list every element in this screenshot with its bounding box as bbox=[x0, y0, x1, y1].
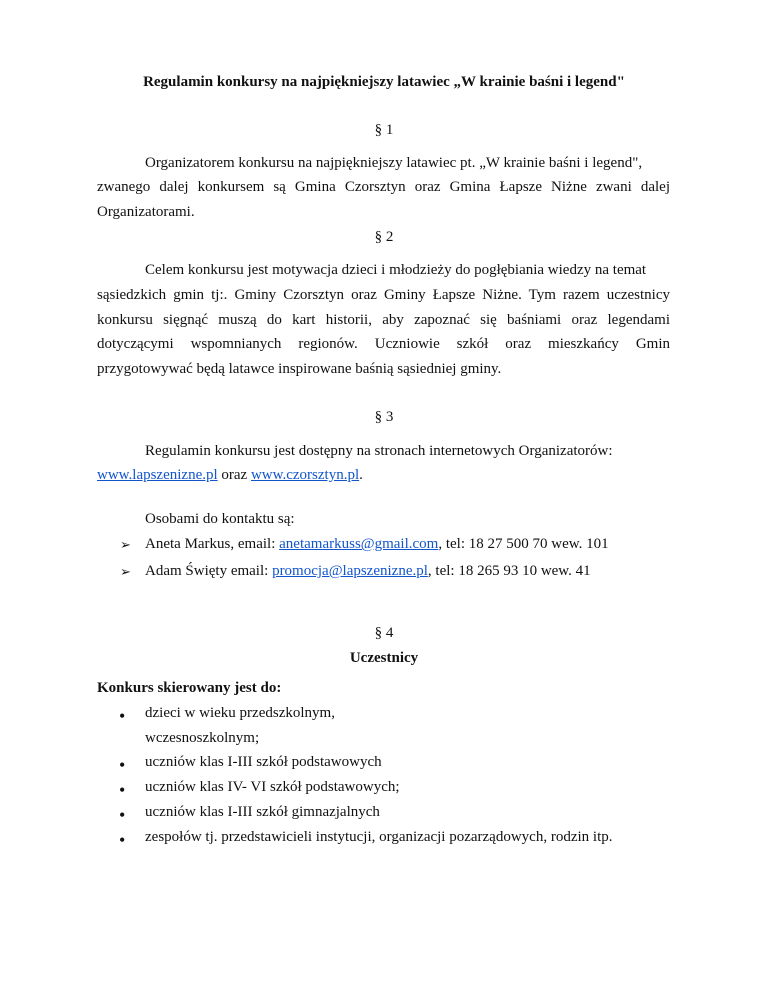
arrow-bullet-icon: ➢ bbox=[120, 537, 131, 552]
section-4-intro: Konkurs skierowany jest do: bbox=[97, 680, 282, 696]
contact-email-link[interactable]: promocja@lapszenizne.pl bbox=[272, 563, 428, 579]
contact-phone: , tel: 18 27 500 70 wew. 101 bbox=[438, 536, 609, 552]
list-item-continuation: wczesnoszkolnym; bbox=[145, 730, 260, 746]
bullet-icon: • bbox=[119, 706, 126, 726]
contact-phone: , tel: 18 265 93 10 wew. 41 bbox=[427, 563, 591, 579]
section-2-line-3: konkursu sięgnąć muszą do kart historii, aby zapoznać się baśniami oraz legendami bbox=[97, 312, 670, 328]
list-item: dzieci w wieku przedszkolnym, bbox=[145, 705, 335, 721]
contact-item bbox=[145, 536, 609, 553]
section-2-line-2: sąsiedzkich gmin tj:. Gminy Czorsztyn oraz Gminy Łapsze Niżne. Tym razem uczestnicy bbox=[97, 287, 670, 303]
section-1-line-3: Organizatorami. bbox=[97, 204, 195, 220]
contact-name: Aneta Markus, email: bbox=[145, 536, 280, 552]
bullet-icon: • bbox=[119, 830, 126, 850]
section-3-line-1: Regulamin konkursu jest dostępny na stronach internetowych Organizatorów: bbox=[145, 443, 613, 459]
list-item: zespołów tj. przedstawicieli instytucji, organizacji pozarządowych, rodzin itp. bbox=[145, 829, 613, 845]
list-item: uczniów klas I-III szkół gimnazjalnych bbox=[145, 804, 380, 820]
contact-email-link[interactable]: anetamarkuss@gmail.com bbox=[279, 536, 439, 552]
contact-name: Adam Święty email: bbox=[145, 563, 273, 579]
section-4-subheading: Uczestnicy bbox=[349, 650, 419, 666]
document-title: Regulamin konkursy na najpiękniejszy latawiec „W krainie baśni i legend" bbox=[143, 74, 625, 90]
bullet-icon: • bbox=[119, 805, 126, 825]
list-item: uczniów klas IV- VI szkół podstawowych; bbox=[145, 779, 400, 795]
czorsztyn-link[interactable]: www.czorsztyn.pl bbox=[250, 467, 360, 483]
links-separator: oraz bbox=[217, 467, 251, 483]
contacts-intro: Osobami do kontaktu są: bbox=[145, 511, 295, 527]
arrow-bullet-icon: ➢ bbox=[120, 564, 131, 579]
links-end: . bbox=[359, 467, 363, 483]
bullet-icon: • bbox=[119, 780, 126, 800]
section-1-heading: § 1 bbox=[374, 122, 394, 138]
bullet-icon: • bbox=[119, 755, 126, 775]
lapszenizne-link[interactable]: www.lapszenizne.pl bbox=[97, 467, 218, 483]
section-3-heading: § 3 bbox=[374, 409, 394, 425]
section-1-line-2: zwanego dalej konkursem są Gmina Czorsztyn oraz Gmina Łapsze Niżne zwani dalej bbox=[97, 179, 670, 195]
section-2-line-5: przygotowywać będą latawce inspirowane baśnią sąsiedniej gminy. bbox=[97, 361, 502, 377]
section-1-line-1: Organizatorem konkursu na najpiękniejszy latawiec pt. „W krainie baśni i legend", bbox=[145, 155, 643, 171]
contact-item bbox=[145, 563, 591, 580]
section-2-line-1: Celem konkursu jest motywacja dzieci i młodzieży do pogłębiania wiedzy na temat bbox=[145, 262, 647, 278]
section-2-line-4: dotyczącymi wspomnianych regionów. Uczniowie szkół oraz mieszkańcy Gmin bbox=[97, 336, 670, 352]
section-4-heading: § 4 bbox=[374, 625, 394, 641]
section-2-heading: § 2 bbox=[374, 229, 394, 245]
list-item: uczniów klas I-III szkół podstawowych bbox=[145, 754, 382, 770]
section-3-links-line bbox=[97, 467, 363, 484]
